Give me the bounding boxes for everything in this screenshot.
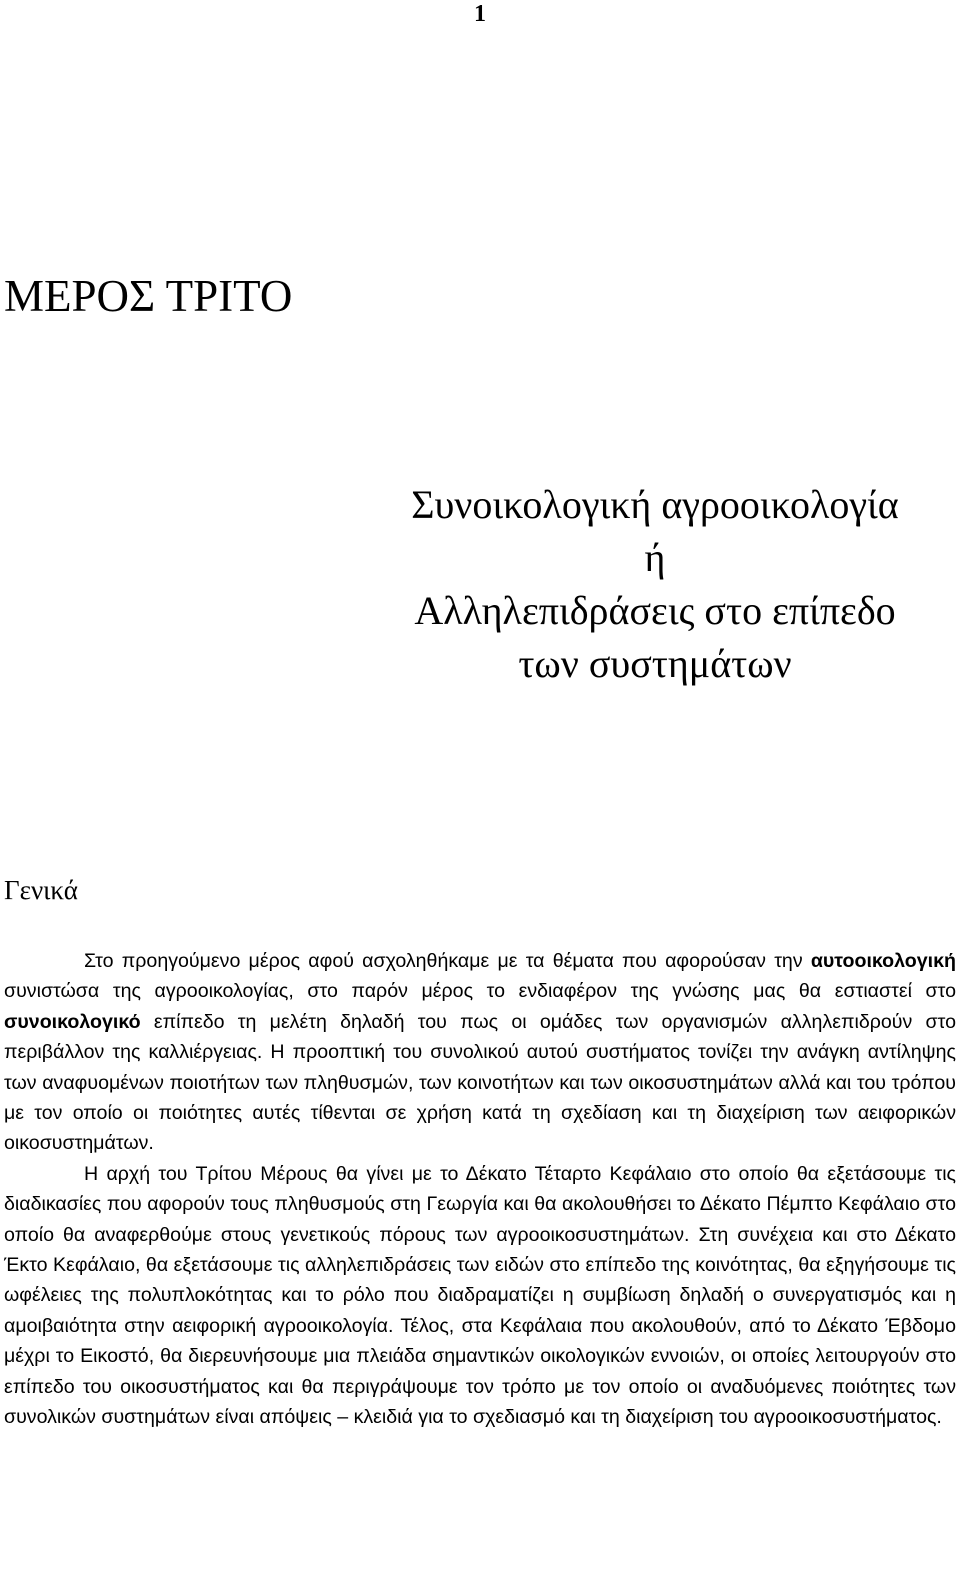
part-title: ΜΕΡΟΣ ΤΡΙΤΟ: [4, 271, 293, 321]
page-number: 1: [474, 1, 486, 27]
body-text: [4, 946, 956, 1433]
paragraph-2: Η αρχή του Τρίτου Μέρους θα γίνει με το Δέκατο Τέταρτο Κεφάλαιο στο οποίο θα εξετάσουμε τις διαδικασίες που αφορούν τους πληθυσμούς στη Γεωργία και θα ακολουθήσει το Δέκατο Πέμπτο Κεφάλαιο στο οποίο θα αναφερθούμε στους γενετικούς πόρους των αγροοικοσυστημάτων. Στη συνέχεια και στο Δέκατο Έκτο Κεφάλαιο, θα εξετάσουμε τις αλληλεπιδράσεις των ειδών στο επίπεδο της κοινότητας, θα εξηγήσουμε τις ωφέλειες της πολυπλοκότητας και το ρόλο που διαδραματίζει η συμβίωση δηλαδή ο συνεργατισμός και η αμοιβαιότητα στην αειφορική αγροοικολογία. Τέλος, στα Κεφάλαια που ακολουθούν, από το Δέκατο Έβδομο μέχρι το Εικοστό, θα διερευνήσουμε μια πλειάδα σημαντικών οικολογικών εννοιών, οι οποίες λειτουργούν στο επίπεδο του οικοσυστήματος και θα περιγράψουμε τον τρόπο με τον οποίο οι αναδυόμενες ποιότητες των συνολικών συστημάτων είναι απόψεις – κλειδιά για το σχεδιασμό και τη διαχείριση του αγροοικοσυστήματος.: [4, 1162, 956, 1429]
chapter-title-line-3: Αλληλεπιδράσεις στο επίπεδο: [414, 588, 896, 633]
paragraph-1-part-1: Στο προηγούμενο μέρος αφού ασχοληθήκαμε με τα θέματα που αφορούσαν την: [84, 950, 811, 972]
section-title: Γενικά: [4, 875, 78, 905]
paragraph-1-part-3: επίπεδο τη μελέτη δηλαδή του πως οι ομάδες των οργανισμών αλληλεπιδρούν στο περιβάλλον της καλλιέργειας. Η προοπτική του συνολικού αυτού συστήματος τονίζει την ανάγκη αντίληψης των αναφυομένων ποιοτήτων των πληθυσμών, των κοινοτήτων και των οικοσυστημάτων αλλά και του τρόπου με τον οποίο οι ποιότητες αυτές τίθενται σε χρήση κατά τη σχεδίαση και τη διαχείριση των αειφορικών οικοσυστημάτων.: [4, 1010, 956, 1155]
term-synecological: συνοικολογικό: [4, 1010, 141, 1033]
chapter-title-line-1: Συνοικολογική αγροοικολογία: [411, 482, 899, 527]
term-autoecological: αυτοοικολογική: [810, 950, 956, 972]
chapter-title-line-2: ή: [644, 535, 666, 580]
chapter-title-line-4: των συστημάτων: [518, 641, 792, 686]
paragraph-1-part-2: συνιστώσα της αγροοικολογίας, στο παρόν μέρος το ενδιαφέρον της γνώσης μας θα εστιαστεί στο: [4, 980, 956, 1003]
chapter-title: [350, 478, 960, 690]
paragraph-1: [4, 946, 956, 1159]
